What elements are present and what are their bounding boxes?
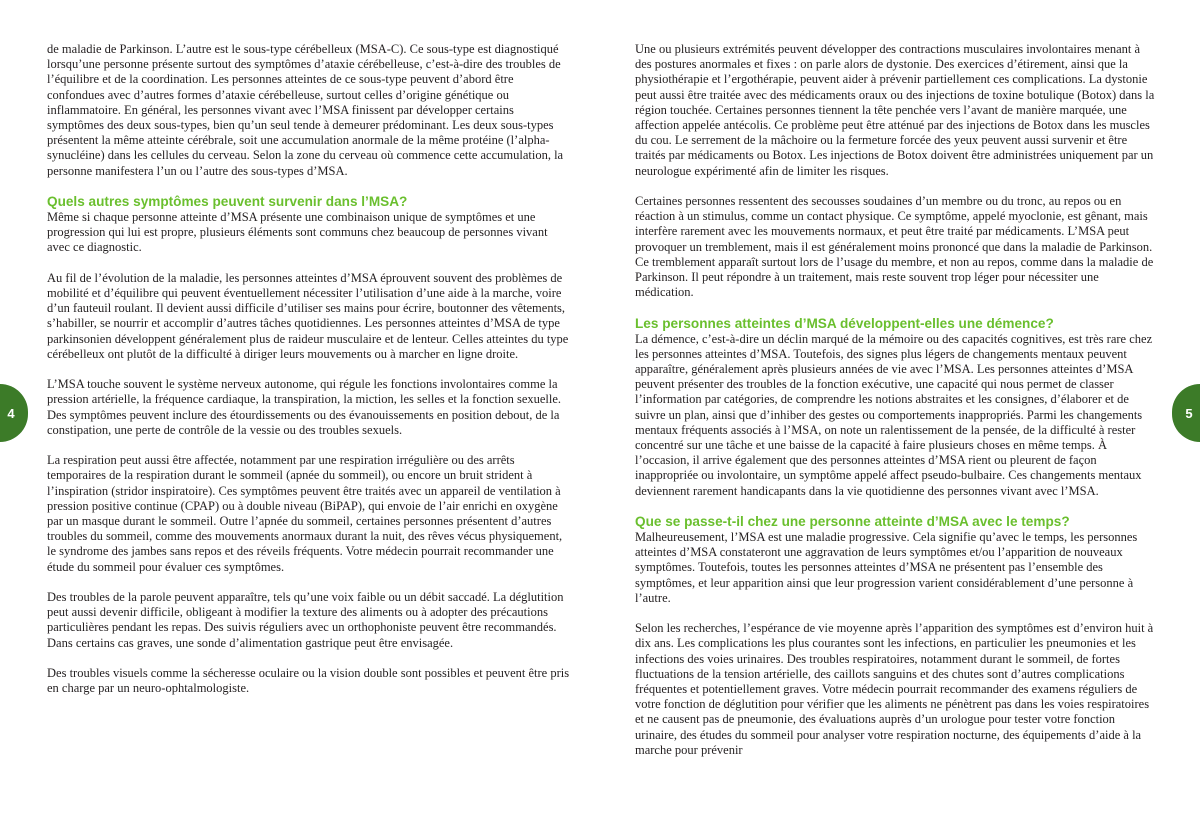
page-number-left: 4 xyxy=(7,405,15,421)
paragraph-vision: Des troubles visuels comme la sécheresse oculaire ou la vision double sont possibles et peuvent être pris en charge par un neuro-ophtalmologiste. xyxy=(47,666,570,696)
paragraph-myoclonus-tremor: Certaines personnes ressentent des secousses soudaines d’un membre ou du tronc, au repos ou en réaction à un stimulus, comme un contact physique. Ce symptôme, appelé myoclonie, est gênant, mais interfère rarement avec les mouvements normaux, et peut être traité par médicaments. L’MSA peut provoquer un tremblement, mais il est généralement moins prononcé que dans la maladie de Parkinson. Ce tremblement apparaît surtout lors de l’usage du membre, et non au repos, comme dans la maladie de Parkinson. Il peut répondre à un traitement, mais reste souvent trop léger pour nécessiter une médication. xyxy=(635,194,1154,300)
paragraph-common-elements: Même si chaque personne atteinte d’MSA présente une combinaison unique de symptômes et une progression qui lui est propre, plusieurs éléments sont communs chez beaucoup de personnes vivant avec ce diagnostic. xyxy=(47,210,548,255)
left-page-column xyxy=(47,42,572,712)
page-number-right: 5 xyxy=(1185,405,1193,421)
paragraph-msa-c-subtype: de maladie de Parkinson. L’autre est le sous-type cérébelleux (MSA-C). Ce sous-type est diagnostiqué lorsqu’une personne présente surtout des symptômes d’ataxie cérébelleuse, c’est-à-dire des troubles de l’équilibre et de la coordination. Les personnes atteintes de ce sous-type peuvent d’abord être confondues avec d’autres formes d’ataxie cérébelleuse, surtout celles d’origine génétique ou inflammatoire. En général, les personnes vivant avec l’MSA finissent par développer certains symptômes des deux sous-types, bien qu’un seul tende à demeurer prédominant. Les deux sous-types présentent la même atteinte cérébrale, soit une accumulation anormale de la même protéine (l’alpha-synucléine) dans les cellules du cerveau. Selon la zone du cerveau où commence cette accumulation, la personne manifestera l’un ou l’autre des sous-types d’MSA. xyxy=(47,42,564,178)
paragraph-breathing-sleep: La respiration peut aussi être affectée, notamment par une respiration irrégulière ou des arrêts temporaires de la respiration durant le sommeil (apnée du sommeil), ou encore un bruit strident à l’inspiration (stridor inspiratoire). Ces symptômes peuvent être traités avec un appareil de ventilation à pression positive continue (CPAP) ou à double niveau (BiPAP), qui envoie de l’air enrichi en oxygène par un masque durant le sommeil. Outre l’apnée du sommeil, certaines personnes présentent d’autres troubles du sommeil, comme des mouvements anormaux durant la nuit, des rêves vécus physiquement, le syndrome des jambes sans repos et des réveils fréquents. Votre médecin pourrait recommander une étude du sommeil pour évaluer ces symptômes. xyxy=(47,453,563,574)
page-number-tab-right xyxy=(1172,384,1200,442)
paragraph-life-expectancy: Selon les recherches, l’espérance de vie moyenne après l’apparition des symptômes est d’environ huit à dix ans. Les complications les plus courantes sont les infections, en particulier les pneumonies et les infections des voies urinaires. Des troubles respiratoires, notamment durant le sommeil, de fortes fluctuations de la tension artérielle, des caillots sanguins et des chutes sont d’autres complications fréquentes et potentiellement graves. Votre médecin pourrait recommander des examens réguliers de votre fonction de déglutition pour vérifier que les aliments ne pénètrent pas dans les voies respiratoires et ne causent pas de pneumonie, des évaluations auprès d’un urologue pour tester votre fonction urinaire, des études du sommeil pour analyser votre respiration nocturne, des équipements d’aide à la marche pour prévenir xyxy=(635,621,1154,757)
paragraph-autonomic: L’MSA touche souvent le système nerveux autonome, qui régule les fonctions involontaires comme la pression artérielle, la fréquence cardiaque, la transpiration, la miction, les selles et la fonction sexuelle. Des symptômes peuvent inclure des étourdissements ou des évanouissements en position debout, de la constipation, une perte de contrôle de la vessie ou des troubles sexuels. xyxy=(47,377,562,437)
paragraph-dystonia: Une ou plusieurs extrémités peuvent développer des contractions musculaires involontaires menant à des postures anormales et fixes : on parle alors de dystonie. Des exercices d’étirement, ainsi que la physiothérapie et l’ergothérapie, peuvent aider à prévenir partiellement ces complications. La dystonie peut aussi être traitée avec des médicaments oraux ou des injections de toxine botulique (Botox) dans la région touchée. Certaines personnes tiennent la tête penchée vers l’avant de manière marquée, une affection appelée antécolis. Ce problème peut être atténué par des injections de Botox dans les muscles du cou. Le serrement de la mâchoire ou la fermeture forcée des yeux peuvent aussi survenir et être traités par médicaments ou Botox. Les injections de Botox doivent être administrées uniquement par un neurologue expérimenté afin de limiter les risques. xyxy=(635,42,1155,178)
paragraph-dementia: La démence, c’est-à-dire un déclin marqué de la mémoire ou des capacités cognitives, est très rare chez les personnes atteintes d’MSA. Toutefois, des signes plus légers de changements mentaux peuvent apparaître, généralement après plusieurs années de vie avec l’MSA. Les personnes atteintes d’MSA peuvent présenter des troubles de la fonction exécutive, une capacité qui nous permet de classer l’information par catégories, de comprendre les notions abstraites et les consignes, d’élaborer et de suivre un plan, ainsi que d’inhiber des gestes ou comportements inappropriés. Parmi les changements mentaux fréquents associés à l’MSA, on note un ralentissement de la pensée, de la difficulté à rester concentré sur une tâche et une baisse de la capacité à faire plusieurs choses en même temps. À l’occasion, il arrive également que des personnes atteintes d’MSA rient ou pleurent de façon inappropriée ou involontaire, un symptôme appelé affect pseudo-bulbaire. Ces changements mentaux deviennent rarement handicapants dans la vie quotidienne des personnes vivant avec l’MSA. xyxy=(635,331,1153,498)
paragraph-speech-swallowing: Des troubles de la parole peuvent apparaître, tels qu’une voix faible ou un débit saccadé. La déglutition peut aussi devenir difficile, obligeant à modifier la texture des aliments ou à adopter des précautions particulières pendant les repas. Des suivis réguliers avec un orthophoniste peuvent être recommandés. Dans certains cas graves, une sonde d’alimentation gastrique peut être envisagée. xyxy=(47,590,564,650)
page-number-tab-left xyxy=(0,384,28,442)
heading-other-symptoms: Quels autres symptômes peuvent survenir dans l’MSA? xyxy=(47,194,408,210)
right-page-column xyxy=(635,42,1157,773)
heading-dementia: Les personnes atteintes d’MSA développent-elles une démence? xyxy=(635,315,1054,331)
paragraph-progressive-disease: Malheureusement, l’MSA est une maladie progressive. Cela signifie qu’avec le temps, les personnes atteintes d’MSA constateront une aggravation de leurs symptômes et/ou l’apparition de nouveaux symptômes. Toutefois, toutes les personnes atteintes d’MSA ne présentent pas l’ensemble des symptômes, et leur apparition ainsi que leur progression varient considérablement d’une personne à l’autre. xyxy=(635,530,1138,605)
heading-progression: Que se passe-t-il chez une personne atteinte d’MSA avec le temps? xyxy=(635,514,1070,530)
paragraph-mobility: Au fil de l’évolution de la maladie, les personnes atteintes d’MSA éprouvent souvent des problèmes de mobilité et d’équilibre qui peuvent éventuellement nécessiter l’utilisation d’une aide à la marche, voire d’un fauteuil roulant. Il devient aussi difficile d’utiliser ses mains pour écrire, boutonner des vêtements, s’habiller, se nourrir et accomplir d’autres tâches quotidiennes. Les personnes atteintes d’MSA de type parkinsonien développent généralement plus de raideur musculaire et de lenteur. Celles atteintes du type cérébelleux ont plutôt de la difficulté à diriger leurs mouvements ou à marcher en ligne droite. xyxy=(47,270,569,361)
